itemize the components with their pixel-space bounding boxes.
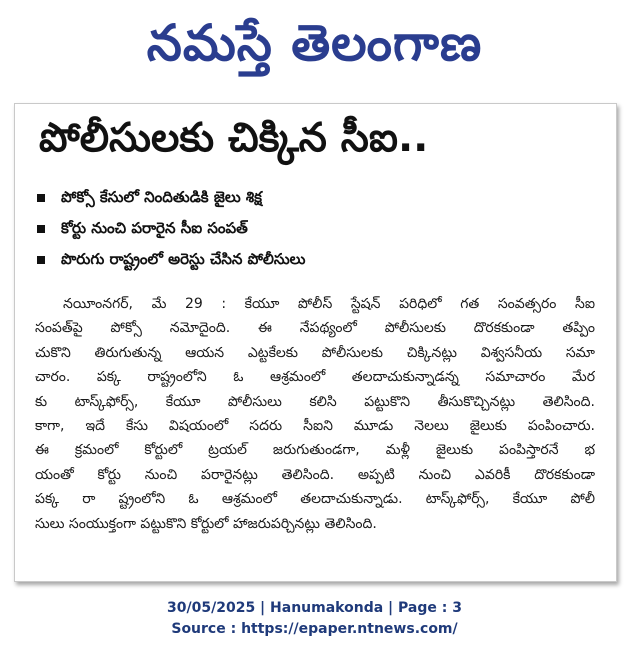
source-link[interactable]: Source : https://epaper.ntnews.com/	[171, 621, 458, 637]
highlight-item	[37, 182, 305, 213]
article-line: చుకొని తిరుగుతున్న ఆయన ఎట్టకేలకు పోలీసులకు చిక్కినట్లు విశ్వసనీయ సమా	[35, 344, 595, 361]
newspaper-masthead: నమస్తే తెలంగాణ	[146, 14, 483, 72]
article-line: కు టాస్క్‌ఫోర్స్, కేయూ పోలీసులు కలిసి పట్టుకొని తీసుకొచ్చినట్లు తెలిసింది.	[35, 393, 595, 410]
article-line: సంపత్‌పై పోక్సో నమోదైంది. ఈ నేపథ్యంలో పోలీసులకు దొరకకుండా తప్పిం	[35, 320, 595, 337]
article-line: సులు సంయుక్తంగా పట్టుకొని కోర్టులో హాజరుపర్చినట్లు తెలిసింది.	[35, 515, 377, 532]
article-line: ఈ క్రమంలో కోర్టులో ట్రయల్ జరుగుతుండగా, మళ్లీ జైలుకు పంపిస్తారనే భ	[35, 442, 595, 459]
highlight-text: పొరుగు రాష్ట్రంలో అరెస్టు చేసిన పోలీసులు	[61, 250, 306, 268]
news-clipping	[14, 103, 617, 582]
article-line: కాగా, ఇదే కేసు విషయంలో సదరు సీఐని మూడు నెలలు జైలుకు పంపించారు.	[35, 417, 595, 434]
highlight-item	[37, 213, 305, 244]
highlight-text: పోక్సో కేసులో నిందితుడికి జైలు శిక్ష	[61, 188, 262, 206]
highlight-text: కోర్టు నుంచి పరారైన సీఐ సంపత్	[61, 219, 248, 237]
article-line: యంతో కోర్టు నుంచి పరారైనట్లు తెలిసింది. అప్పటి నుంచి ఎవరికీ దొరకకుండా	[35, 466, 595, 483]
article-line: పక్క రా ష్ట్రంలోని ఓ ఆశ్రమంలో తలదాచుకున్నాడు. టాస్క్‌ఫోర్స్, కేయూ పోలీ	[35, 491, 595, 508]
article-highlights	[37, 182, 305, 275]
square-bullet-icon	[37, 256, 45, 264]
clipping-footer	[0, 598, 629, 640]
article-headline: పోలీసులకు చిక్కిన సీఐ..	[39, 115, 429, 161]
square-bullet-icon	[37, 194, 45, 202]
edition-info: 30/05/2025 | Hanumakonda | Page : 3	[167, 600, 462, 616]
article-line: నయీంనగర్, మే 29 : కేయూ పోలీస్ స్టేషన్ పరిధిలో గత సంవత్సరం సీఐ	[63, 296, 595, 312]
article-line: చారం. పక్క రాష్ట్రంలోని ఓ ఆశ్రమంలో తలదాచుకున్నాడన్న సమాచారం మేర	[35, 369, 595, 386]
square-bullet-icon	[37, 225, 45, 233]
highlight-item	[37, 244, 305, 275]
article-body	[35, 292, 595, 536]
